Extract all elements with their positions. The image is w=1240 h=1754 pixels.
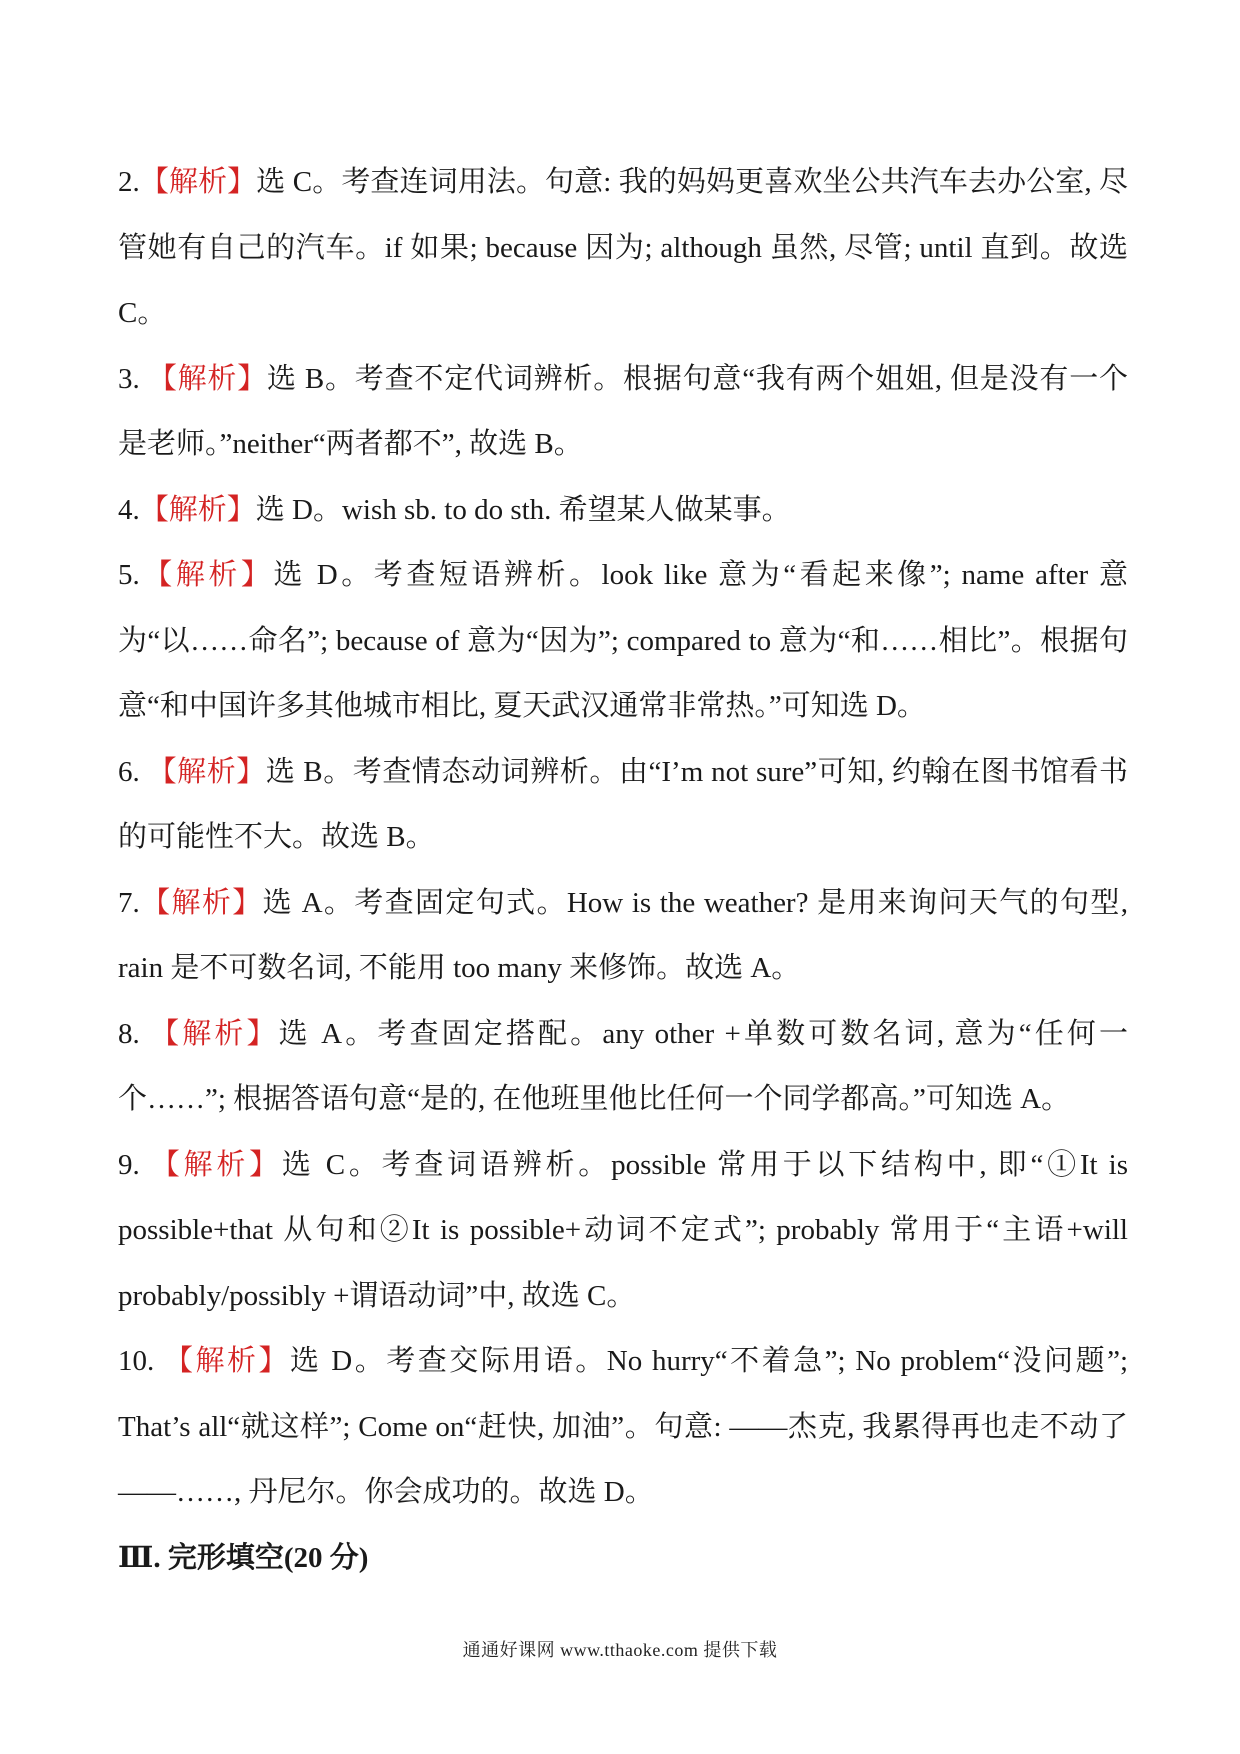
answer-item-10 — [118, 1329, 1128, 1526]
answer-text: 选 D。考查短语辨析。look like 意为“看起来像”; name after 意为“以……命名”; because of 意为“因为”; compared to 意为“和……相比”。根据句意“和中国许多其他城市相比, 夏天武汉通常非常热。”可知选 D。 — [118, 559, 1128, 722]
question-number: 2. — [118, 166, 140, 198]
answer-text: 选 C。考查词语辨析。possible 常用于以下结构中, 即“①It is possible+that 从句和②It is possible+动词不定式”; probably 常用于“主语+will probably/possibly +谓语动词”中, 故选 C。 — [118, 1148, 1128, 1312]
answer-item-8 — [118, 1002, 1128, 1133]
answer-item-4 — [118, 478, 1128, 544]
question-number: 3. — [118, 362, 148, 395]
answer-text: 选 A。考查固定句式。How is the weather? 是用来询问天气的句型, rain 是不可数名词, 不能用 too many 来修饰。故选 A。 — [118, 886, 1128, 984]
analysis-tag: 【解析】 — [150, 1148, 282, 1181]
question-number: 9. — [118, 1148, 151, 1181]
answer-item-3 — [118, 347, 1128, 478]
answer-text: 选 A。考查固定搭配。any other +单数可数名词, 意为“任何一个……”; 根据答语句意“是的, 在他班里他比任何一个同学都高。”可知选 A。 — [118, 1017, 1128, 1115]
analysis-tag: 【解析】 — [139, 559, 274, 591]
section-title: Ⅲ. 完形填空(20 分) — [118, 1541, 369, 1574]
answer-text: 选 B。考查不定代词辨析。根据句意“我有两个姐姐, 但是没有一个是老师。”neither“两者都不”, 故选 B。 — [118, 362, 1128, 460]
question-number: 4. — [118, 493, 140, 526]
answer-item-9 — [118, 1133, 1128, 1330]
analysis-tag: 【解析】 — [139, 493, 256, 526]
analysis-tag: 【解析】 — [164, 1345, 291, 1377]
analysis-tag: 【解析】 — [147, 755, 266, 788]
answer-text: 选 D。考查交际用语。No hurry“不着急”; No problem“没问题”; That’s all“就这样”; Come on“赶快, 加油”。句意: ——杰克, 我累得再也走不动了——……, 丹尼尔。你会成功的。故选 D。 — [118, 1345, 1128, 1508]
analysis-tag: 【解析】 — [147, 362, 268, 395]
question-number: 10. — [118, 1345, 165, 1377]
answer-item-2 — [118, 150, 1128, 347]
answer-text: 选 C。考查连词用法。句意: 我的妈妈更喜欢坐公共汽车去办公室, 尽管她有自己的汽车。if 如果; because 因为; although 虽然, 尽管; until 直到。故选 C。 — [118, 166, 1128, 329]
answer-item-7 — [118, 871, 1128, 1002]
analysis-tag: 【解析】 — [139, 886, 263, 919]
question-number: 7. — [118, 886, 140, 919]
analysis-tag: 【解析】 — [139, 166, 257, 198]
question-number: 6. — [118, 755, 148, 788]
answer-item-6 — [118, 740, 1128, 871]
analysis-tag: 【解析】 — [150, 1017, 279, 1050]
page-footer: 通通好课网 www.tthaoke.com 提供下载 — [462, 1640, 778, 1660]
question-number: 8. — [118, 1017, 151, 1050]
answer-item-5 — [118, 543, 1128, 740]
answer-text: 选 D。wish sb. to do sth. 希望某人做某事。 — [255, 493, 791, 526]
answer-text: 选 B。考查情态动词辨析。由“I’m not sure”可知, 约翰在图书馆看书的可能性不大。故选 B。 — [118, 755, 1128, 853]
question-number: 5. — [118, 559, 140, 591]
document-body — [118, 150, 1128, 1591]
